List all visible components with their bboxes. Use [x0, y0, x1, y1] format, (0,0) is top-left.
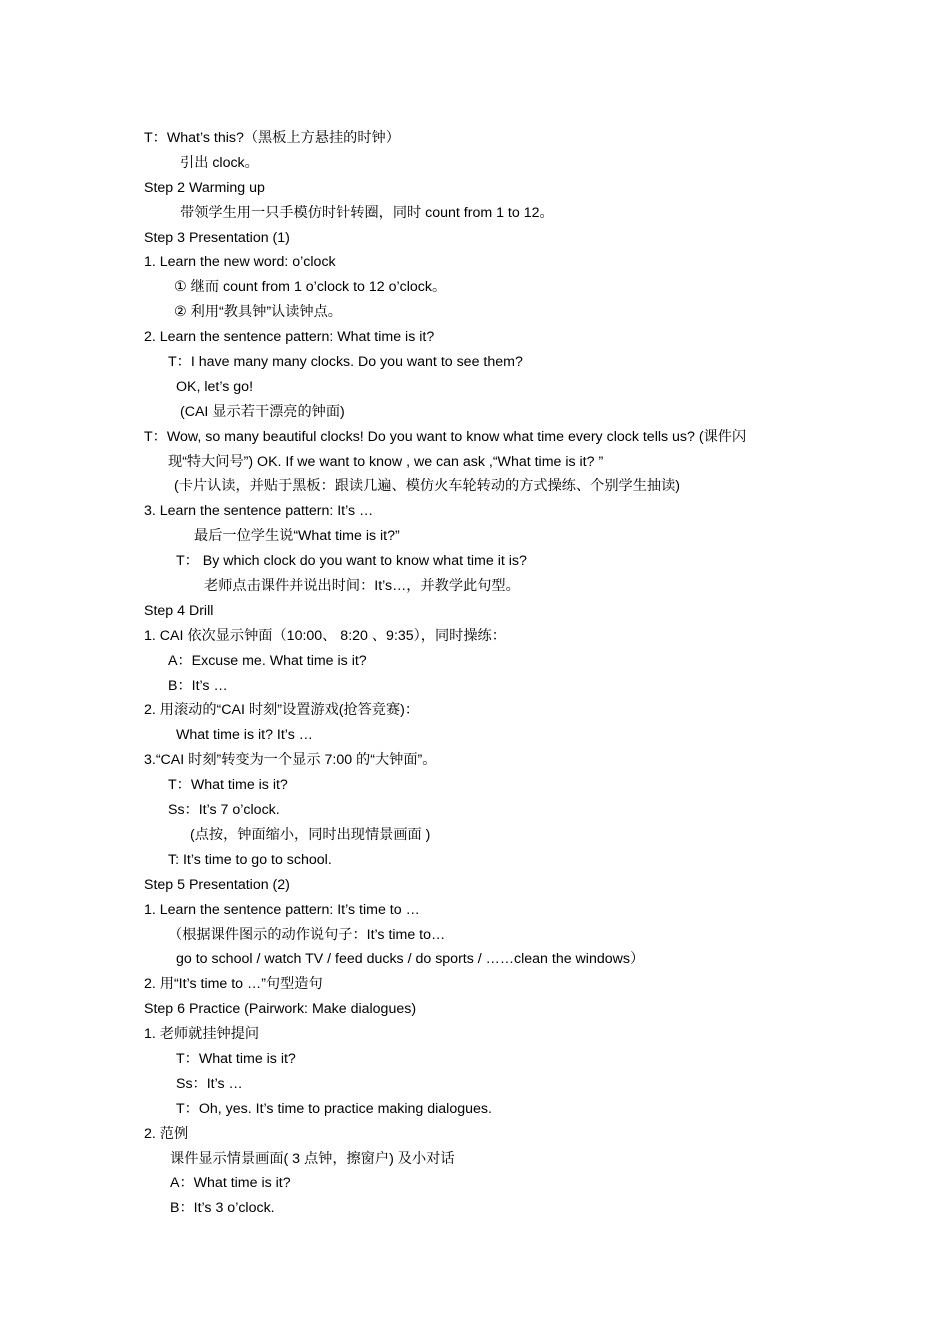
- step-heading: Step 4 Drill: [144, 602, 214, 619]
- text-line: B：It’s …: [168, 677, 228, 694]
- text-line: Ss：It’s …: [176, 1075, 243, 1092]
- text-line: 3.“CAI 时刻”转变为一个显示 7:00 的“大钟面”。: [144, 752, 437, 769]
- text-line: 1. Learn the sentence pattern: It’s time to …: [144, 901, 420, 918]
- text-line: 1. CAI 依次显示钟面（10:00、 8:20 、9:35），同时操练：: [144, 627, 506, 644]
- text-line: B：It’s 3 o’clock.: [170, 1200, 275, 1217]
- text-line: ② 利用“教具钟”认读钟点。: [174, 304, 342, 321]
- text-line: T：What’s this?（黑板上方悬挂的时钟）: [144, 130, 400, 146]
- step-heading: Step 6 Practice (Pairwork: Make dialogues): [144, 1001, 417, 1018]
- step-heading: Step 3 Presentation (1): [144, 229, 290, 246]
- text-line: (CAI 显示若干漂亮的钟面): [180, 403, 345, 420]
- text-line: T：What time is it?: [176, 1050, 296, 1067]
- text-line: 带领学生用一只手模仿时针转圈，同时 count from 1 to 12。: [180, 204, 554, 221]
- text-line: T： By which clock do you want to know what time it is?: [176, 553, 527, 570]
- text-line: What time is it? It’s …: [176, 727, 313, 744]
- text-line: 课件显示情景画面( 3 点钟，擦窗户) 及小对话: [170, 1150, 455, 1167]
- lesson-plan-text: [144, 126, 824, 1221]
- text-line: (卡片认读，并贴于黑板：跟读几遍、模仿火车轮转动的方式操练、个别学生抽读): [174, 478, 681, 495]
- text-line: (点按，钟面缩小，同时出现情景画面 ): [190, 826, 431, 843]
- text-line: T: It’s time to go to school.: [168, 851, 332, 868]
- text-line: T：Wow, so many beautiful clocks! Do you want to know what time every clock tells us? (课件闪: [144, 428, 747, 445]
- text-line: 1. Learn the new word: o’clock: [144, 254, 336, 271]
- text-line: （根据课件图示的动作说句子：It’s time to…: [168, 926, 446, 943]
- text-line: 引出 clock。: [180, 154, 259, 171]
- step-heading: Step 5 Presentation (2): [144, 876, 290, 893]
- text-line: A：What time is it?: [170, 1175, 291, 1192]
- text-line: 2. 用“It’s time to …”句型造句: [144, 976, 323, 993]
- step-heading: Step 2 Warming up: [144, 179, 265, 196]
- text-line: 1. 老师就挂钟提问: [144, 1026, 260, 1043]
- text-line: Ss：It’s 7 o’clock.: [168, 802, 280, 819]
- text-line: 2. 范例: [144, 1125, 189, 1142]
- text-line: ① 继而 count from 1 o’clock to 12 o’clock。: [174, 279, 447, 296]
- text-line: 老师点击课件并说出时间：It’s…，并教学此句型。: [204, 578, 520, 595]
- text-line: A：Excuse me. What time is it?: [168, 652, 367, 669]
- text-line: T：I have many many clocks. Do you want to see them?: [168, 354, 523, 371]
- text-line: T：What time is it?: [168, 777, 288, 794]
- text-line: OK, let’s go!: [176, 378, 254, 395]
- text-line: T：Oh, yes. It’s time to practice making dialogues.: [176, 1100, 492, 1117]
- text-line: 2. 用滚动的“CAI 时刻”设置游戏(抢答竞赛)：: [144, 702, 420, 719]
- text-line: 现“特大问号”) OK. If we want to know , we can ask ,“What time is it? ”: [168, 453, 604, 470]
- text-line: 2. Learn the sentence pattern: What time is it?: [144, 329, 435, 346]
- text-line: 最后一位学生说“What time is it?”: [194, 528, 400, 545]
- text-line: 3. Learn the sentence pattern: It’s …: [144, 503, 374, 520]
- text-line: go to school / watch TV / feed ducks / do sports / ……clean the windows）: [176, 951, 645, 968]
